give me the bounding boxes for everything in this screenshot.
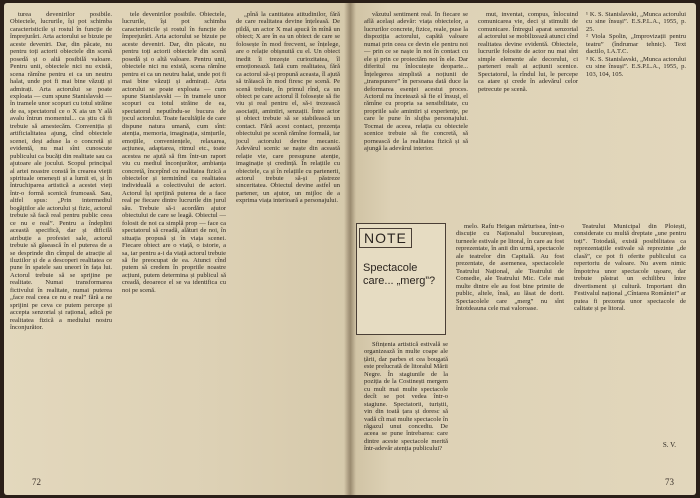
right-column-2-text: mut, inventat, compus, înlocuind comunicarea vie, deci și stimulii de comunicare. Întregul aparat senzorial al actorului se mobilizează atunci cînd realitatea devine evidentă. Obiectele, lucrurile folosite de actor nu mai sînt simple elemente ale decorului, ci parteneri reali ai acțiunii scenice. Spectatorul, la rîndul lui, le percepe ca atare și crede în adevărul celor petrecute pe scenă. [478, 11, 578, 93]
left-column-1-text: turea devenirilor posibile. Obiectele, lucrurile, își pot schimba caracteristicile și rostul în funcție de împrejurări. Arta actorului se bizuie pe aceste deveniri. Dar, din păcate, nu pentru toți actorii obiectele din scenă posedă și o altă posibilă valoare. Pentru unii, obiectele nici nu există, scena rămîne pentru ei ca un neutru halat, unde pot fi mai bine văzuți și admirați. Arta actorului se poate exploata — cum spune Stanislavski — în tramele unor scopuri cu totul străine de ea, spectatorul ce o X aia un Y ală avalu întrun momentul... ca știu că fi trebuie să amestecăm. Conveniția și artificialitatea ajung, cînd obiectele scenei, deși aduse la o concretă și evidentă, nu mai sînt cunoscute publicului ca bucăți din realitate sau ca ajutoare ale jocului. Scopul principal al artei noastre constă în crearea vieții spirituale omenești și a lumii ei, și în întruchiparea artistică a acestei vieți într-o formă scenică frumoasă. Sau, altfel spus: „Prin intermediul bogățiilor ale actorului și fizic, actorul trebuie să facă real pentru public ceea ce nu e real”. Pentru a îndeplini această specifică, dar și dificilă atribuție a profesiei sale, actorul trebuie să găsească în el puterea de a se desprinde din cîmpul de atracție al iluziilor și de a descoperi realitatea ce pune în spatele sau uneori în fața lui. Actorul trebuie să se sprijine pe realitate. Numai transformarea fictivului în realitate, numai puterea „face real ceea ce nu e real” fără a ne sprijini pe ceva ce putem percepe și accepta senzorial și rațional, adică pe realitatea fizică a mediului nostru înconjurător. [10, 11, 112, 332]
note-label: NOTE [359, 228, 412, 248]
page-number-left: 72 [32, 477, 41, 487]
left-column-3 [236, 11, 340, 473]
footnote-3: ³ K. S. Stanislavski, „Munca actorului cu sine însuși”. E.S.P.L.A., 1955, p. 103, 104, 105. [586, 55, 686, 78]
signature: S. V. [662, 441, 676, 449]
left-column-3-text: „pînă la cantitatea atitudinilor, fără de care realitatea devine înțeleasă. De pildă, un actor X mai apucă în mînă un obiect; X are în ea un obiect de care se folosește în mod frecvent, se înțelege, are o relație obișnuită cu el. Un obiect inedit îi trezește curiozitatea, îl emoționează. Iată cum realitatea, fără ca actorul să-și propună aceasta, îl ajută să trăiască în mod firesc pe scenă. Pe scenă trebuie, în primul rînd, ca un obiect pe care actorul îl folosește să fie viu și real pentru el, să-i trezească asociații, amintiri, senzații. Între actor și obiect trebuie să se stabilească un contact. Fără acest contact, prezența obiectului pe scenă rămîne formală, iar jocul actorului devine mecanic. Adevărul scenic se naște din această relație vie, care presupune atenție, imaginație și credință. În relațiile cu obiectele, ca și în relațiile cu partenerii, actorul trebuie să-și păstreze sinceritatea. Obiectul devine astfel un partener, un ajutor, un mijloc de a exprima viața interioară a personajului. [236, 11, 340, 205]
note-column-2-text: melo. Rafu Heigan mărturisea, într-o discuție cu Naționalul bucureștean, turneele estivale pe litoral, în care au fost reprezentate, în anii din urmă, spectacole ale teatrelor din Capitală. Au fost prezentate, de asemenea, spectacolele Teatrului Național, ale Teatrului de Comedie, ale Teatrului Mic. Cele mai multe dintre ele au fost bine primite de public, altele, însă, au lăsat de dorit. Spectacolele care „merg” nu sînt întotdeauna cele mai valoroase. [456, 223, 564, 312]
footnote-2: ² Viola Spolin, „Improvizații pentru teatru” (îndrumar tehnic). Text dactilo, I.A.T.C. [586, 33, 686, 56]
note-column-2 [456, 223, 564, 483]
note-column-1 [364, 341, 448, 481]
note-column-3 [574, 223, 686, 423]
right-column-1-text: văzutul sentiment real. În fiecare se află același adevăr: viața obiectelor, a lucrurilor concrete, fizice, reale, puse la dispoziția actorului, capătă valoare numai prin ceea ce devin ele pentru noi — prin ce se naște în noi în contact cu ele și prin ce proiectăm noi în ele. Dar diferitul nu înlocuiește deoparte... Înțelegerea simplistă a noțiunii de „transpunere” în persoana dată duce la deformarea esenței acestui proces. Actorul nu încetează să fie el însuși, el rămîne cu propria sa sensibilitate, cu propriile sale amintiri și experiențe, pe care le pune în slujba personajului. Tocmai de aceea, relația cu obiectele scenice trebuie să fie concretă, să pornească de la realitatea fizică și să ajungă la adevărul interior. [364, 11, 468, 153]
right-column-1 [364, 11, 468, 216]
right-page [350, 3, 696, 495]
footnote-1: ¹ K. S. Stanislavski, „Munca actorului cu sine însuși”. E.S.P.L.A., 1955, p. 25. [586, 11, 686, 33]
left-page [4, 3, 350, 495]
book-gutter [344, 3, 356, 495]
left-column-2-text: tele devenirilor posibile. Obiectele, lucrurile, își pot schimba caracteristicile și rostul în funcție de împrejurări. Arta actorului se bizuie pe aceste deveniri. Dar, din păcate, nu pentru toți actorii obiectele din scenă posedă și o altă valoare. Pentru unii, obiectele nici nu există, scena rămîne pentru ei ca un neutru halat, unde pot fi mai bine văzuți și admirați. Arta actorului se poate exploata — cum spune Stanislavski — în tramele unor scopuri cu totul străine de ea, spectatorul neputîndu-se bucura de jocul actorului. Toate facultățile de care dispune natura umană, cum sînt: atenția, memoria, imaginația, simțurile, emoțiile, conveniențele, relaxarea, acțiunea, adaptarea, ritmul etc., toate acestea ne ajută să fim într-un raport viu cu mediul înconjurător, ambianța concretă, începînd cu realitatea fizică a obiectelor și terminînd cu realitatea individuală a colectivului de actori. Actorul își sprijină puterea de a face real pe fiecare dintre lucrurile din jurul său. Trebuie să-i acordăm ajutor obiectului de care se leagă. Obiectul — folosit de noi ca simplă prop — face ca spectatorul să creadă, alături de noi, în situația propusă și în viața scenei. Fiecare obiect are o viață, o istorie, a sa, iar pentru a-i da viață actorul trebuie să fie preocupat de ea. Atunci cînd putem să credem în propriile noastre acțiuni, putem determina și publicul să creadă, deoarece el se va identifica cu noi pe scenă. [122, 11, 226, 294]
right-column-2 [478, 11, 578, 216]
left-column-1 [10, 11, 112, 473]
note-box [356, 223, 446, 335]
left-column-2 [122, 11, 226, 473]
note-column-1-text: Sfințenia artistică estivală se organizează în multe coape ale țării, dar parbes ei cea bougată este prelucrată de litoralul Mării Negre. În stagiunile de la poziția de la Costinești mergem cu mult mai multe spectacole decît se pot vedea într-o stagiune. Spectatorii, turiștii, vin din toată țara și doresc să vadă cît mai multe spectacole în răgazul unui concediu. De aceea se pune întrebarea: care dintre aceste spectacole merită într-adevăr atenția publicului? [364, 341, 448, 453]
footnotes-column [586, 11, 686, 216]
page-number-right: 73 [665, 477, 674, 487]
note-title: Spectacole care... „merg”? [363, 262, 436, 287]
book-spread [4, 3, 696, 495]
note-column-3-text: Teatrului Municipal din Ploiești, considerate cu multă dreptate „une pentru toți”. Totodată, există posibilitatea ca reprezentațiile estivale să reprezinte „de clasă”, ce pot fi oferite publicului ca repertoriu de valoare. Nu avem nimic împotriva unor spectacole ușoare, dar trebuie păstrat un echilibru între divertisment și cultură. Important din Festivalul național „Cîntarea României” ar putea fi prezența unor spectacole de calitate și pe litoral. [574, 223, 686, 312]
